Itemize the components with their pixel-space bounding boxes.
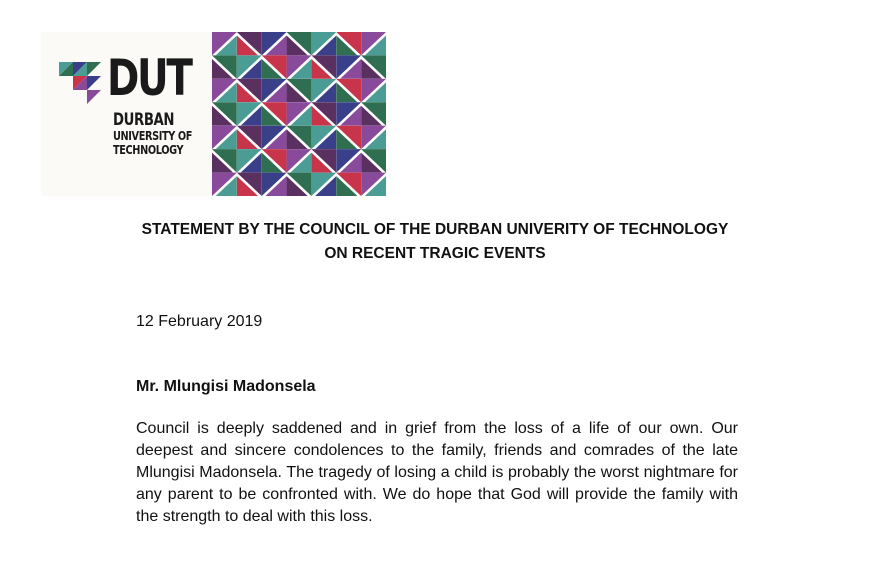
logo-acronym: DUT	[107, 49, 191, 107]
logo-geometric-pattern	[212, 32, 386, 196]
statement-date: 12 February 2019	[136, 313, 263, 330]
logo-name-line3: TECHNOLOGY	[113, 142, 184, 157]
logo-name-line1: DURBAN	[113, 110, 175, 130]
university-logo	[41, 32, 387, 196]
statement-title-line1: STATEMENT BY THE COUNCIL OF THE DURBAN UNIVERITY OF TECHNOLOGY	[141, 221, 729, 238]
logo-name-line2: UNIVERSITY OF	[113, 128, 193, 143]
section-heading: Mr. Mlungisi Madonsela	[136, 378, 316, 395]
body-paragraph: Council is deeply saddened and in grief from the loss of a life of our own. Our deepest and sincere condolences to the family, friends and comrades of the late Mlungisi Madonsela. The tragedy of losing a child is probably the worst nightmare for any parent to be confronted with. We do hope that God will provide the family with the strength to deal with this loss.	[136, 420, 738, 525]
logo-university-name	[113, 112, 207, 157]
statement-title	[0, 218, 870, 266]
statement-title-line2: ON RECENT TRAGIC EVENTS	[324, 245, 546, 262]
